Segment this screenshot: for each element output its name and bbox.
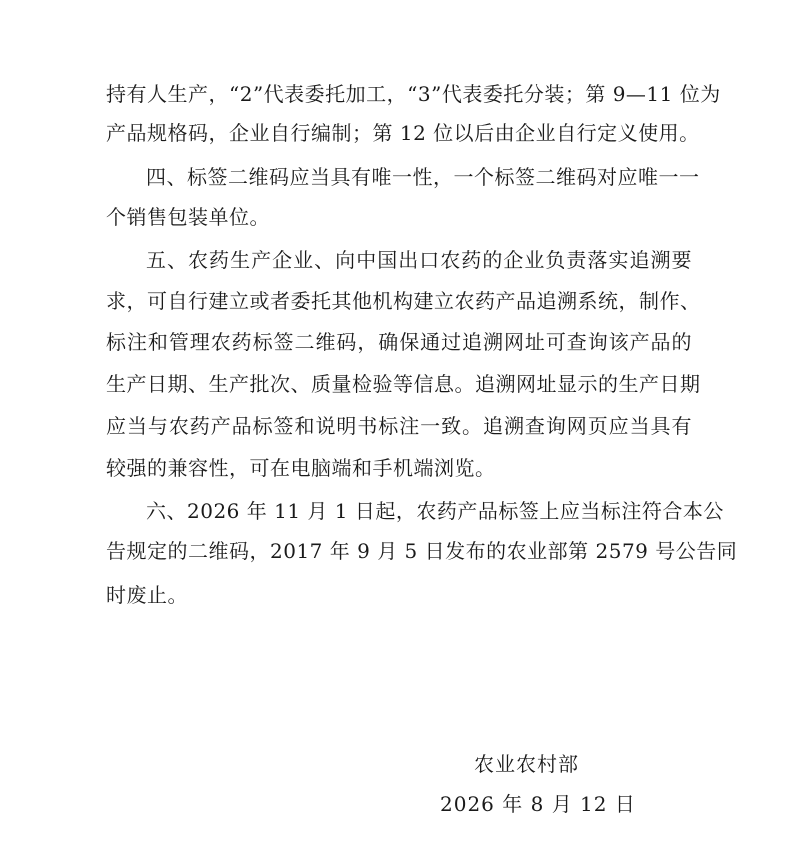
paragraph-line: 求，可自行建立或者委托其他机构建立农药产品追溯系统，制作、 bbox=[106, 289, 701, 313]
paragraph-line: 个销售包装单位。 bbox=[106, 205, 270, 229]
issuer-name: 农业农村部 bbox=[474, 752, 579, 776]
paragraph-line: 时废止。 bbox=[106, 583, 188, 607]
issue-date: 2026 年 8 月 12 日 bbox=[440, 792, 636, 816]
paragraph-line: 产品规格码，企业自行编制；第 12 位以后由企业自行定义使用。 bbox=[106, 121, 700, 145]
paragraph-line: 四、标签二维码应当具有唯一性，一个标签二维码对应唯一一 bbox=[146, 165, 700, 189]
paragraph-line: 六、2026 年 11 月 1 日起，农药产品标签上应当标注符合本公 bbox=[146, 499, 724, 523]
paragraph-line: 持有人生产，“2”代表委托加工，“3”代表委托分装；第 9—11 位为 bbox=[106, 82, 721, 106]
paragraph-line: 标注和管理农药标签二维码，确保通过追溯网址可查询该产品的 bbox=[106, 330, 692, 354]
paragraph-line: 告规定的二维码，2017 年 9 月 5 日发布的农业部第 2579 号公告同 bbox=[106, 539, 738, 563]
paragraph-line: 五、农药生产企业、向中国出口农药的企业负责落实追溯要 bbox=[146, 248, 692, 272]
paragraph-line: 应当与农药产品标签和说明书标注一致。追溯查询网页应当具有 bbox=[106, 414, 692, 438]
paragraph-line: 生产日期、生产批次、质量检验等信息。追溯网址显示的生产日期 bbox=[106, 372, 701, 396]
paragraph-line: 较强的兼容性，可在电脑端和手机端浏览。 bbox=[106, 456, 496, 480]
